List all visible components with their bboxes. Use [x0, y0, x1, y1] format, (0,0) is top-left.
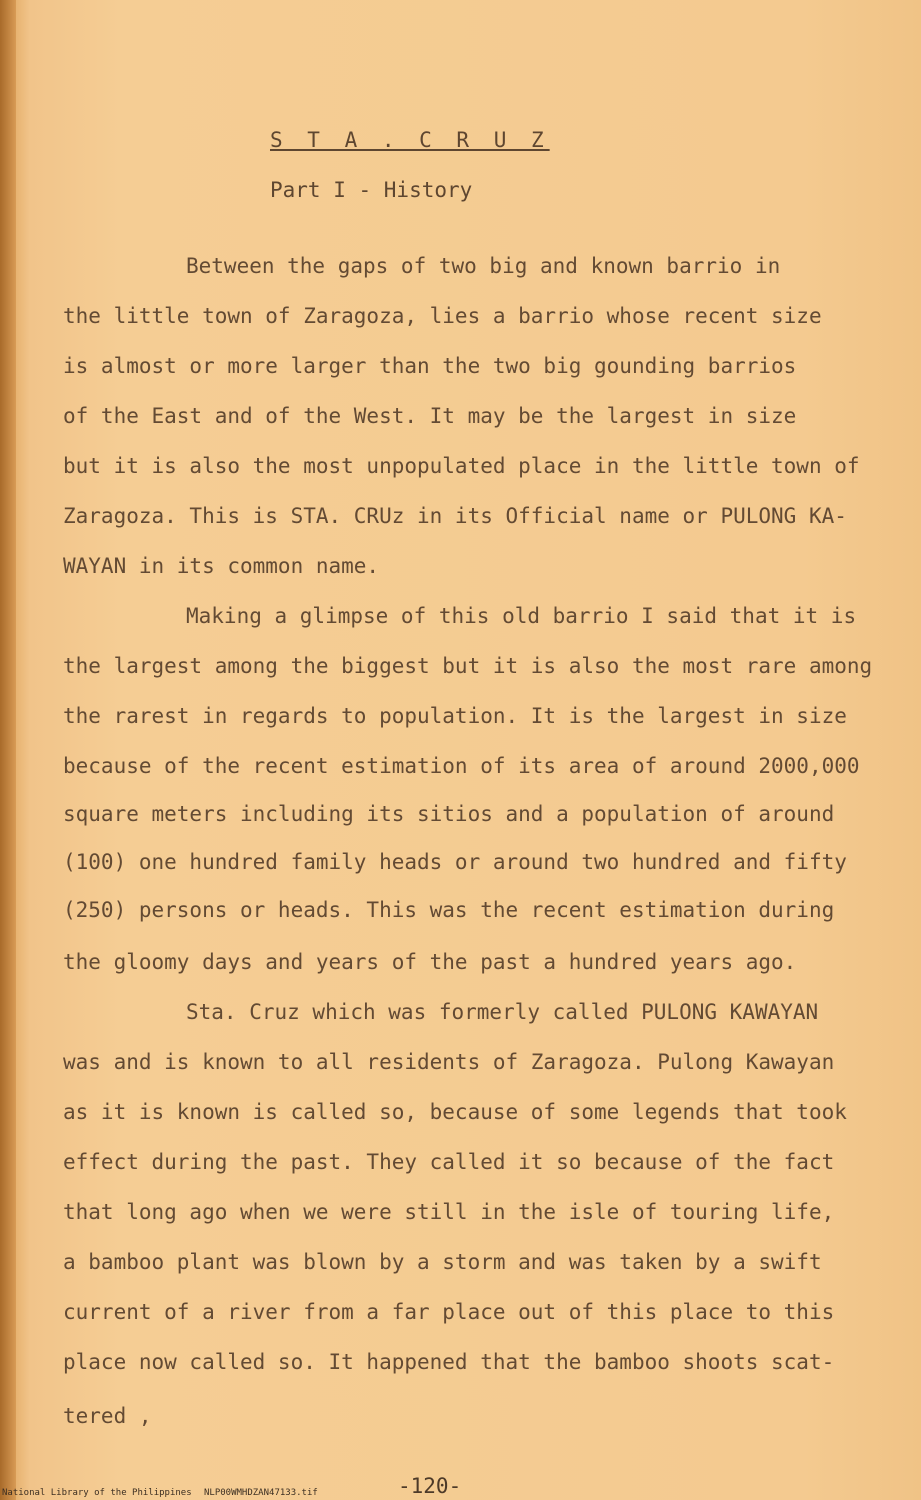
text-line: is almost or more larger than the two big gounding barrios: [63, 354, 797, 378]
text-line: Making a glimpse of this old barrio I said that it is: [186, 604, 857, 628]
text-line: WAYAN in its common name.: [63, 554, 380, 578]
page-number: -120-: [398, 1474, 462, 1498]
text-line: current of a river from a far place out of this place to this: [63, 1300, 835, 1324]
page-binding-edge: [0, 0, 16, 1500]
text-line: square meters including its sitios and a population of around: [63, 802, 835, 826]
footer-library-name: National Library of the Philippines: [2, 1488, 192, 1498]
text-line: because of the recent estimation of its area of around 2000,000: [63, 754, 860, 778]
text-line: the little town of Zaragoza, lies a barrio whose recent size: [63, 304, 822, 328]
text-line: of the East and of the West. It may be the largest in size: [63, 404, 797, 428]
document-title: S T A . C R U Z: [270, 128, 550, 152]
document-subtitle: Part I - History: [270, 178, 473, 202]
text-line: (250) persons or heads. This was the recent estimation during: [63, 898, 835, 922]
text-line: the rarest in regards to population. It is the largest in size: [63, 704, 847, 728]
footer-filename: NLP00WMHDZAN47133.tif: [204, 1488, 318, 1498]
text-line: the gloomy days and years of the past a hundred years ago.: [63, 950, 797, 974]
text-line: tered ,: [63, 1404, 152, 1428]
text-line: (100) one hundred family heads or around two hundred and fifty: [63, 850, 847, 874]
text-line: as it is known is called so, because of some legends that took: [63, 1100, 847, 1124]
text-line: but it is also the most unpopulated place in the little town of: [63, 454, 860, 478]
text-line: the largest among the biggest but it is also the most rare among: [63, 654, 873, 678]
text-line: place now called so. It happened that the bamboo shoots scat-: [63, 1350, 835, 1374]
text-line: effect during the past. They called it so because of the fact: [63, 1150, 835, 1174]
text-line: that long ago when we were still in the isle of touring life,: [63, 1200, 835, 1224]
text-line: was and is known to all residents of Zaragoza. Pulong Kawayan: [63, 1050, 835, 1074]
text-line: a bamboo plant was blown by a storm and was taken by a swift: [63, 1250, 822, 1274]
text-line: Between the gaps of two big and known barrio in: [186, 254, 781, 278]
text-line: Zaragoza. This is STA. CRUz in its Official name or PULONG KA-: [63, 504, 847, 528]
text-line: Sta. Cruz which was formerly called PULONG KAWAYAN: [186, 1000, 819, 1024]
